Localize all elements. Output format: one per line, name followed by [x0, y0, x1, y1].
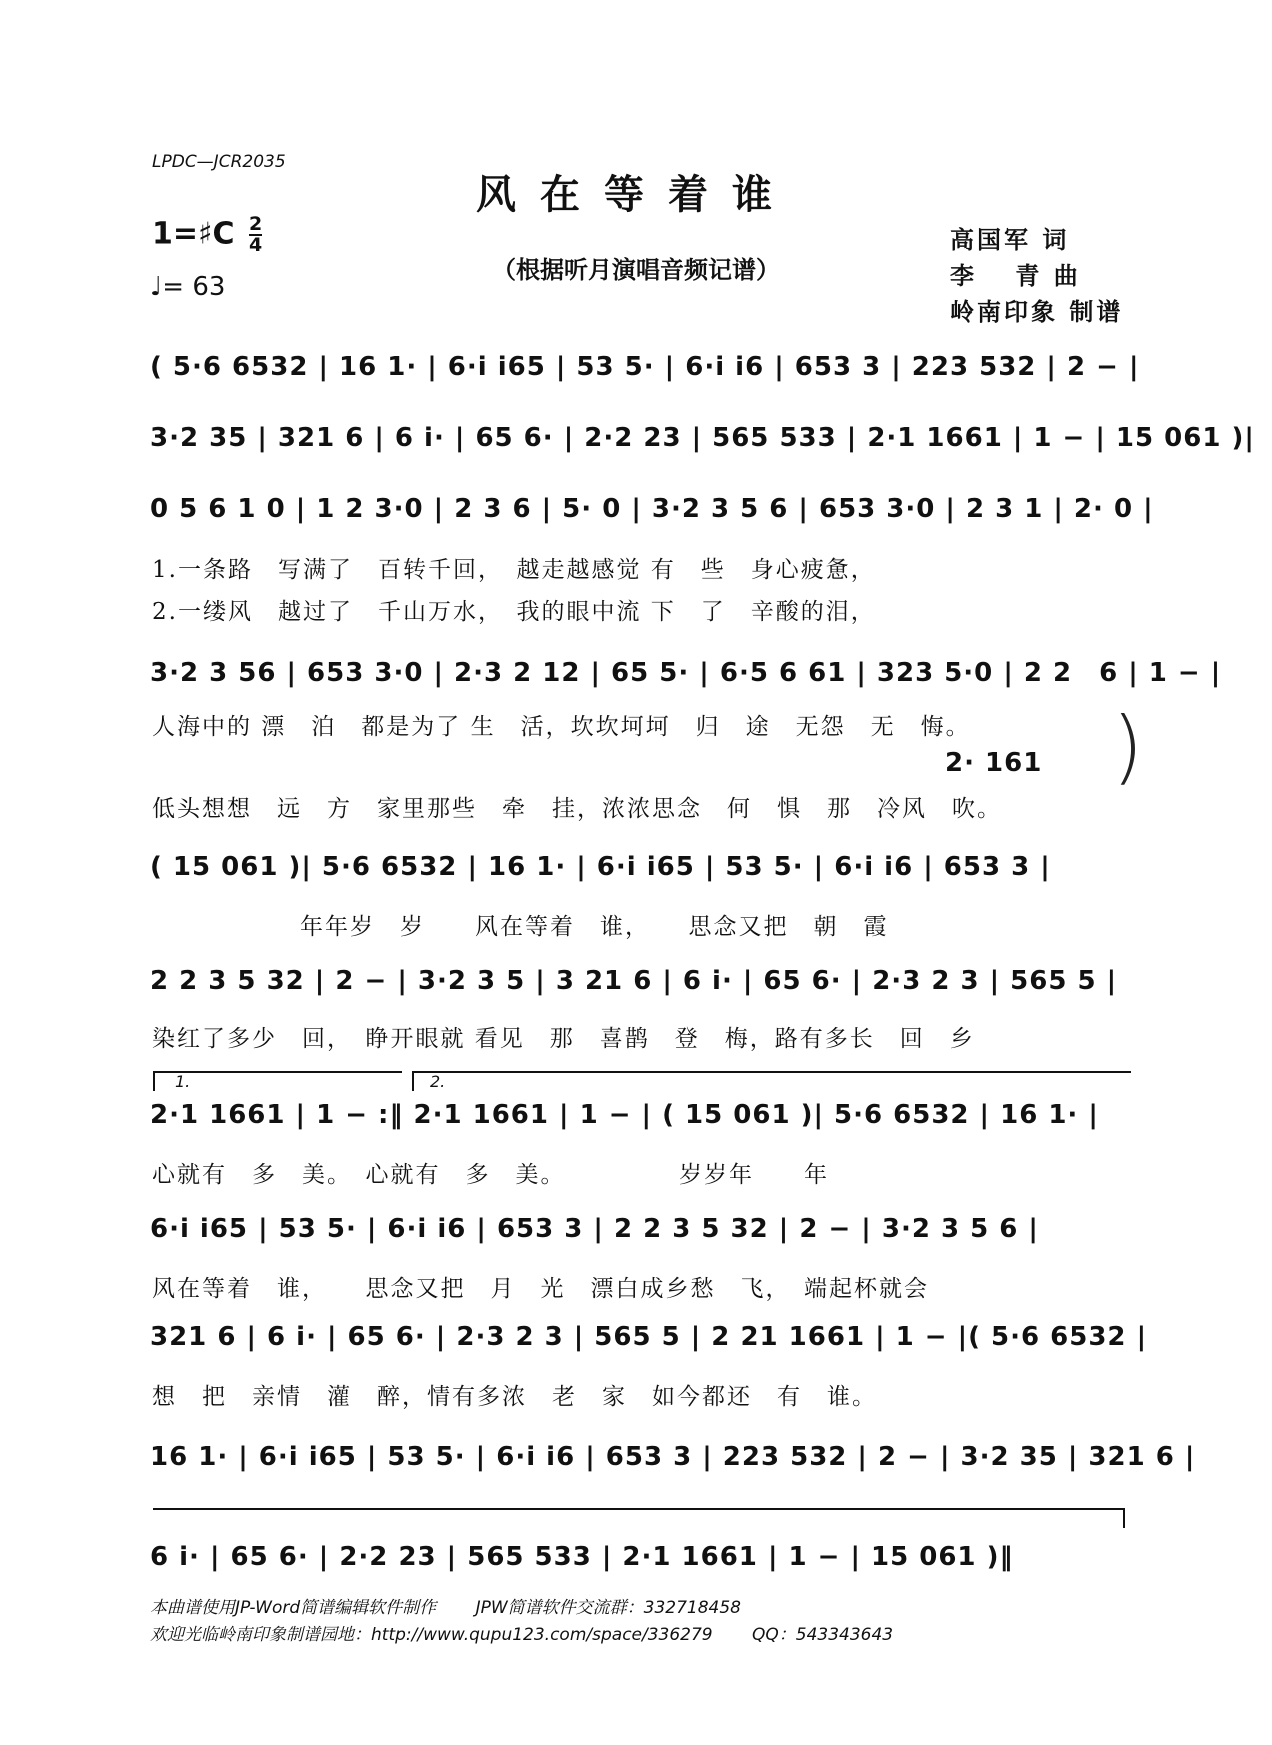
score-line-7: 2·1 1661 | 1 − :‖ 2·1 1661 | 1 − | ( 15 061 )| 5·6 6532 | 16 1· |: [150, 1100, 1099, 1130]
score-line-1: ( 5·6 6532 | 16 1· | 6·i i65 | 53 5· | 6·i i6 | 653 3 | 223 532 | 2 − |: [150, 352, 1140, 382]
lyric-line-3a: 1.一条路 写满了 百转千回， 越走越感觉 有 些 身心疲惫，: [152, 557, 876, 583]
score-line-4: 3·2 3 56 | 653 3·0 | 2·3 2 12 | 65 5· | 6·5 6 61 | 323 5·0 | 2 2 6 | 1 − |: [150, 658, 1222, 688]
key-signature: [152, 215, 262, 255]
song-subtitle: （根据听月演唱音频记谱）: [492, 255, 780, 284]
score-line-8: 6·i i65 | 53 5· | 6·i i6 | 653 3 | 2 2 3 5 32 | 2 − | 3·2 3 5 6 |: [150, 1214, 1039, 1244]
volta-number-1: 1.: [175, 1072, 191, 1091]
time-top: 2: [249, 213, 263, 235]
closing-bracket: [153, 1508, 1125, 1528]
lyric-line-3b: 2.一缕风 越过了 千山万水， 我的眼中流 下 了 辛酸的泪，: [152, 599, 876, 625]
volta-bracket-2: [412, 1071, 1131, 1091]
lyric-line-9: 想 把 亲情 灌 醉，情有多浓 老 家 如今都还 有 谁。: [152, 1384, 877, 1410]
score-line-4-variant: 2· 161: [945, 748, 1043, 778]
score-line-6: 2 2 3 5 32 | 2 − | 3·2 3 5 | 3 21 6 | 6 i· | 65 6· | 2·3 2 3 | 565 5 |: [150, 966, 1118, 996]
key-label: 1=♯C: [152, 216, 235, 252]
lyric-line-4: 人海中的 漂 泊 都是为了 生 活，坎坎坷坷 归 途 无怨 无 悔。: [152, 714, 971, 740]
song-title: 风在等着谁: [476, 171, 796, 218]
lyric-line-7: 心就有 多 美。 心就有 多 美。 岁岁年 年: [152, 1162, 829, 1188]
brace-symbol: ): [1112, 700, 1144, 793]
credit-lyricist: 高国军 词: [950, 225, 1070, 254]
time-signature: [249, 215, 262, 255]
lyric-line-6: 染红了多少 回， 睁开眼就 看见 那 喜鹊 登 梅，路有多长 回 乡: [152, 1026, 975, 1052]
time-bottom: 4: [249, 234, 263, 256]
score-line-2: 3·2 35 | 321 6 | 6 i· | 65 6· | 2·2 23 | 565 533 | 2·1 1661 | 1 − | 15 061 )|: [150, 423, 1255, 453]
score-line-9: 321 6 | 6 i· | 65 6· | 2·3 2 3 | 565 5 | 2 21 1661 | 1 − |( 5·6 6532 |: [150, 1322, 1148, 1352]
lyric-line-4b: 低头想想 远 方 家里那些 牵 挂，浓浓思念 何 惧 那 冷风 吹。: [152, 796, 1002, 822]
lyric-line-5: 年年岁 岁 风在等着 谁， 思念又把 朝 霞: [300, 914, 889, 940]
score-line-11: 6 i· | 65 6· | 2·2 23 | 565 533 | 2·1 1661 | 1 − | 15 061 )‖: [150, 1542, 1014, 1572]
score-line-5: ( 15 061 )| 5·6 6532 | 16 1· | 6·i i65 | 53 5· | 6·i i6 | 653 3 |: [150, 852, 1051, 882]
volta-bracket-1: [153, 1071, 402, 1091]
tempo-marking: ♩= 63: [150, 272, 226, 302]
volta-number-2: 2.: [430, 1072, 446, 1091]
lyric-line-8: 风在等着 谁， 思念又把 月 光 漂白成乡愁 飞， 端起杯就会: [152, 1276, 929, 1302]
footer-line-2: 欢迎光临岭南印象制谱园地：http://www.qupu123.com/space/336279 QQ：543343643: [150, 1625, 894, 1645]
credit-composer: 李 青 曲: [950, 261, 1081, 290]
footer-line-1: 本曲谱使用JP-Word简谱编辑软件制作 JPW简谱软件交流群：332718458: [150, 1598, 741, 1618]
score-line-3: 0 5 6 1 0 | 1 2 3·0 | 2 3 6 | 5· 0 | 3·2 3 5 6 | 653 3·0 | 2 3 1 | 2· 0 |: [150, 494, 1154, 524]
score-code: LPDC—JCR2035: [152, 152, 286, 172]
credit-arranger: 岭南印象 制谱: [950, 297, 1124, 326]
score-line-10: 16 1· | 6·i i65 | 53 5· | 6·i i6 | 653 3 | 223 532 | 2 − | 3·2 35 | 321 6 |: [150, 1442, 1196, 1472]
